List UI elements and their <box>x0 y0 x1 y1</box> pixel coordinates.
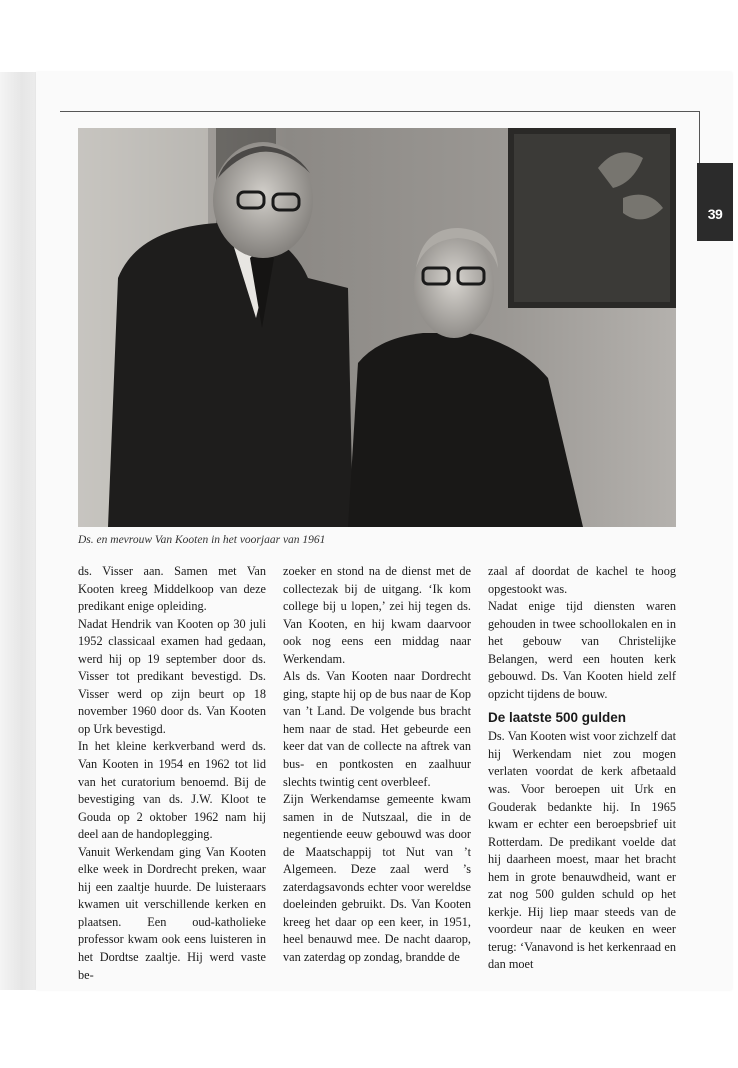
paragraph: zaal af doordat de kachel te hoog opgestookt was. <box>488 564 676 596</box>
scan-page-edge <box>0 72 36 990</box>
page-number: 39 <box>707 206 723 222</box>
paragraph: ds. Visser aan. Samen met Van Kooten kreeg Middelkoop van deze predikant enige opleiding. <box>78 564 266 614</box>
paragraph: Ds. Van Kooten wist voor zichzelf dat hij Werkendam niet zou mogen verlaten voordat de kerk afbetaald was. Voor beroepen uit Urk en Gouderak bedankte hij. In 1965 kwam er echter een beroepsbrief uit Rotterdam. De predikant voelde dat hij daarheen moest, maar het bracht hem in grote benauwdheid, want er zat nog 500 gulden schuld op het kerkje. Hij liep maar steeds van de voordeur naar de keuken en weer terug: ‘Vanavond is het kerkenraad en dan moet <box>488 729 676 972</box>
text-column-1 <box>78 563 266 984</box>
paragraph: zoeker en stond na de dienst met de collectezak bij de uitgang. ‘Ik kom college bij u lopen,’ zei hij tegen ds. Van Kooten, en hij kwam daarvoor ook nog eens een middag naar Werkendam. <box>283 564 471 666</box>
portrait-photo <box>78 128 676 527</box>
text-column-3 <box>488 563 676 974</box>
portrait-photo-illustration <box>78 128 676 527</box>
paragraph: In het kleine kerkverband werd ds. Van Kooten in 1954 en 1962 tot lid van het curatorium benoemd. Bij de bevestiging van ds. J.W. Kloot te Gouda op 2 oktober 1962 nam hij deel aan de handoplegging. <box>78 739 266 842</box>
paragraph: Nadat enige tijd diensten waren gehouden in twee schoollokalen en in het gebouw van Christelijke Belangen, werd een houten kerk gebouwd. Ds. Van Kooten hield zelf opzicht tijdens de bouw. <box>488 599 676 701</box>
photo-caption: Ds. en mevrouw Van Kooten in het voorjaar van 1961 <box>78 534 326 546</box>
paragraph: Als ds. Van Kooten naar Dordrecht ging, stapte hij op de bus naar de Kop van ’t Land. De volgende bus bracht hem naar de stad. Het gebeurde een keer dat van de collecte na aftrek van bus- en pontkosten en zaalhuur slechts twintig cent overbleef. <box>283 669 471 789</box>
paragraph: Vanuit Werkendam ging Van Kooten elke week in Dordrecht preken, waar hij een zaaltje huurde. De luisteraars kwamen uit verschillende kerken en plaatsen. Een oud-katholieke professor kwam ook eens luisteren in het Dordtse zaaltje. Hij werd vaste be- <box>78 844 266 982</box>
page-number-tab <box>697 163 733 241</box>
paragraph: Nadat Hendrik van Kooten op 30 juli 1952 classicaal examen had gedaan, werd hij op 19 september door ds. Visser tot predikant bevestigd. Ds. Visser werd op zijn beurt op 18 november 1960 door ds. Van Kooten op Urk bevestigd. <box>78 616 266 736</box>
header-rule <box>60 111 700 112</box>
section-heading: De laatste 500 gulden <box>488 710 627 726</box>
paragraph: Zijn Werkendamse gemeente kwam samen in de Nutszaal, die in de negentiende eeuw gebouwd was door de Maatschappij tot Nut van ’t Algemeen. Deze zaal werd ’s zaterdagsavonds echter voor wereldse doeleinden gebruikt. Ds. Van Kooten kreeg het daar op een keer, in 1951, heel benauwd mee. De nacht daarop, van zaterdag op zondag, brandde de <box>283 792 471 965</box>
text-column-2 <box>283 563 471 967</box>
